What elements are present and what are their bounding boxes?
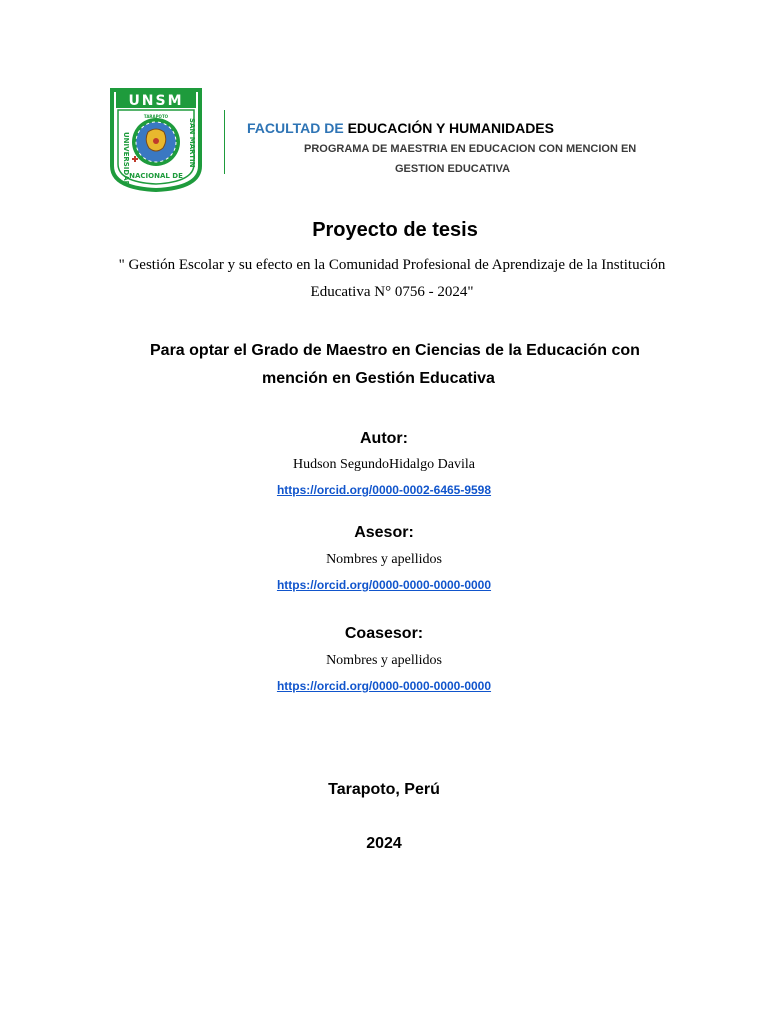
advisor-heading: Asesor: [354,524,414,541]
svg-text:UNIVERSIDAD: UNIVERSIDAD [122,132,130,187]
svg-text:TARAPOTO: TARAPOTO [143,114,169,119]
faculty-name: EDUCACIÓN Y HUMANIDADES [347,120,554,136]
program-name-line-2: GESTION EDUCATIVA [395,163,511,175]
advisor-name: Nombres y apellidos [326,552,442,567]
thesis-topic [0,252,768,306]
svg-text:UNSM: UNSM [128,93,184,109]
thesis-topic-line-2: Educativa N° 0756 - 2024" [310,284,474,300]
advisor-orcid-link[interactable]: https://orcid.org/0000-0000-0000-0000 [276,578,492,592]
university-seal-icon [108,86,204,192]
author-orcid-row [0,481,768,499]
faculty-title [247,120,554,136]
place: Tarapoto, Perú [328,781,440,798]
advisor-orcid-row [0,576,768,594]
thesis-topic-line-1: " Gestión Escolar y su efecto en la Comunidad Profesional de Aprendizaje de la Institución [118,257,666,273]
year: 2024 [366,835,402,852]
author-orcid-link[interactable]: https://orcid.org/0000-0002-6465-9598 [276,483,492,497]
coadvisor-orcid-row [0,677,768,695]
degree-line-2: mención en Gestión Educativa [262,370,495,387]
svg-text:SAN MARTIN: SAN MARTIN [188,118,196,168]
author-heading: Autor: [360,430,408,447]
coadvisor-heading: Coasesor: [344,625,424,642]
program-name-line-1: PROGRAMA DE MAESTRIA EN EDUCACION CON MENCION EN [304,143,637,155]
degree-line-1: Para optar el Grado de Maestro en Ciencias de la Educación con [150,342,640,359]
coadvisor-name: Nombres y apellidos [326,653,442,668]
author-name: Hudson SegundoHidalgo Davila [293,457,475,472]
svg-text:NACIONAL DE: NACIONAL DE [129,172,183,180]
coadvisor-orcid-link[interactable]: https://orcid.org/0000-0000-0000-0000 [276,679,492,693]
document-title: Proyecto de tesis [312,219,478,241]
faculty-prefix: FACULTAD DE [247,120,344,136]
header-divider [224,110,225,174]
university-logo [108,86,204,192]
